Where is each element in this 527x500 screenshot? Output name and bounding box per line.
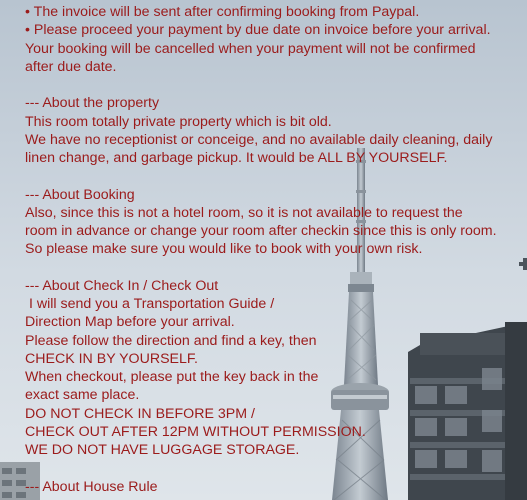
notice-line: Also, since this is not a hotel room, so it is not available to request the xyxy=(25,204,463,221)
notice-line: WE DO NOT HAVE LUGGAGE STORAGE. xyxy=(25,442,300,458)
notice-line: Direction Map before your arrival. xyxy=(25,314,235,331)
notice-line: • Please proceed your payment by due date on invoice before your arrival. xyxy=(25,22,491,39)
notice-line: DO NOT CHECK IN BEFORE 3PM / xyxy=(25,405,255,422)
notice-line: after due date. xyxy=(25,58,117,75)
notice-line: CHECK IN BY YOURSELF. xyxy=(25,350,198,367)
notice-line: So please make sure you would like to book with your own risk. xyxy=(25,241,423,258)
notice-line: --- About Booking xyxy=(25,186,135,203)
notice-line: I will send you a Transportation Guide / xyxy=(25,296,275,312)
notice-line: • The invoice will be sent after confirming booking from Paypal. xyxy=(25,4,420,20)
notice-line: --- About the property xyxy=(25,95,160,112)
notice-line: room in advance or change your room after checkin since this is only room. xyxy=(25,223,497,239)
notice-line: Please follow the direction and find a key, then xyxy=(25,332,317,349)
notice-line: CHECK OUT AFTER 12PM WITHOUT PERMISSION. xyxy=(25,423,366,440)
notice-line: --- About Check In / Check Out xyxy=(25,277,219,294)
notice-line: We have no receptionist or conceige, and no available daily cleaning, daily xyxy=(25,131,493,148)
notice-line: Your booking will be cancelled when your payment will not be confirmed xyxy=(25,40,476,57)
notice-line: exact same place. xyxy=(25,387,140,404)
notice-line: linen change, and garbage pickup. It would be ALL BY YOURSELF. xyxy=(25,150,448,166)
notice-line: --- About House Rule xyxy=(25,478,158,495)
notice-line: This room totally private property which is bit old. xyxy=(25,113,332,130)
notice-line: When checkout, please put the key back in the xyxy=(25,369,319,385)
